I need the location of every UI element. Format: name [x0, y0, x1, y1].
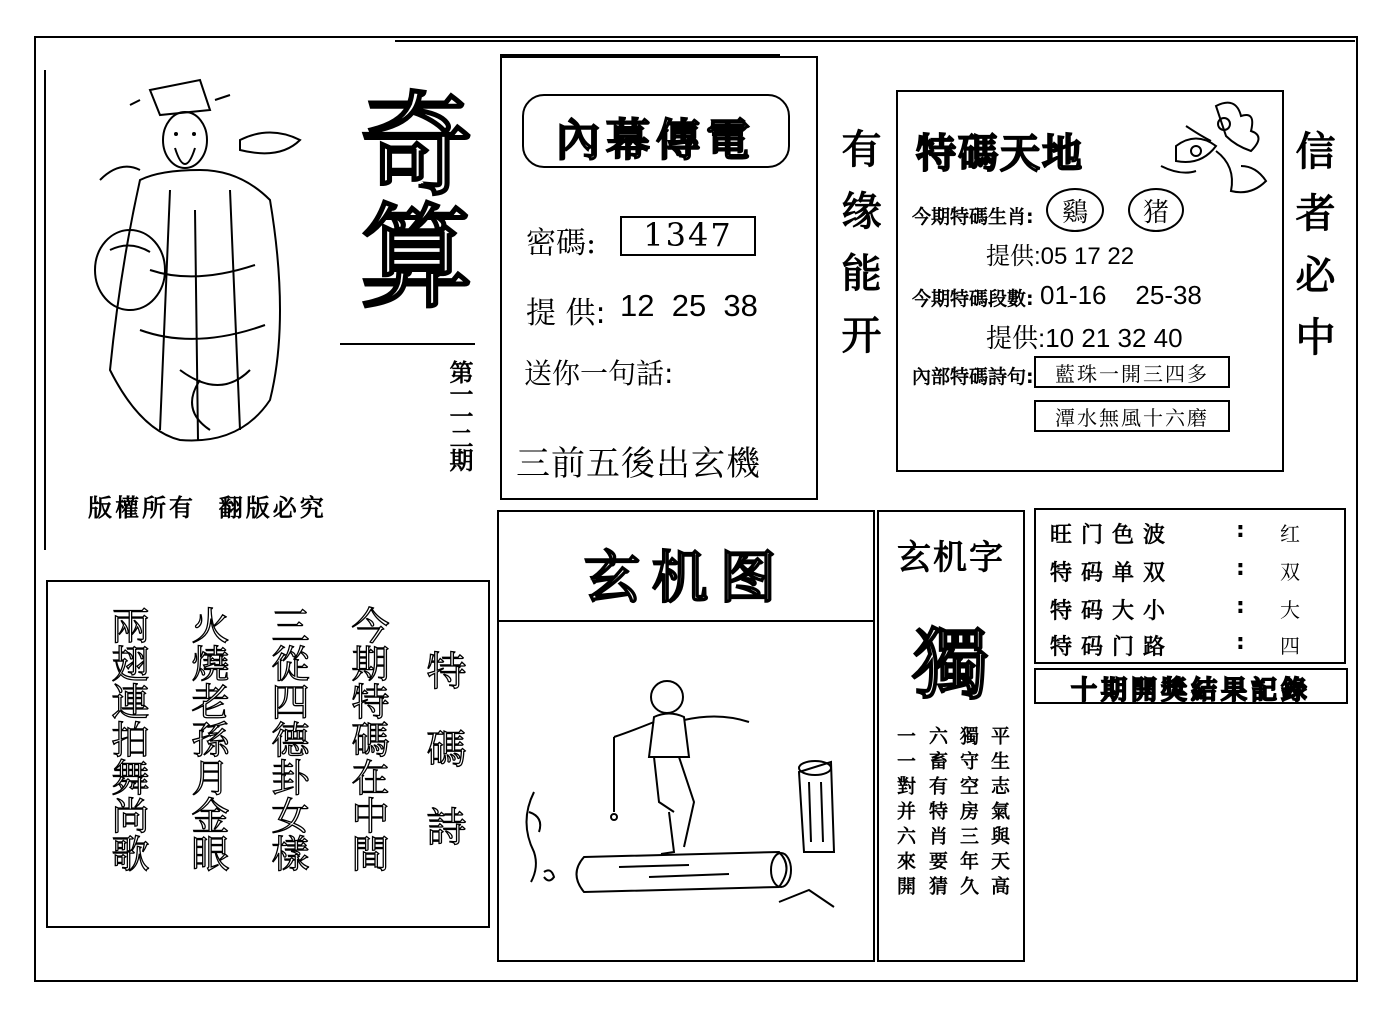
- info-row-colon: :: [1236, 518, 1254, 543]
- mima-label: 密碼:: [526, 226, 597, 261]
- duanshu-label: 今期特碼段數:: [912, 288, 1034, 310]
- info-row-daxiao: [1050, 594, 1320, 625]
- info-row-label: 旺门色波: [1050, 523, 1175, 548]
- info-row-label: 特码单双: [1050, 561, 1175, 586]
- info-row-colon: :: [1236, 630, 1254, 655]
- shengxiao-oval-2: [1128, 188, 1184, 232]
- poem-title: 特碼詩: [420, 650, 466, 884]
- neimu-top-ext: [500, 54, 780, 56]
- shiju-label: 內部特碼詩句:: [912, 366, 1034, 388]
- info-row-label: 特码大小: [1050, 599, 1175, 624]
- info-row-label: 特码门路: [1050, 635, 1175, 660]
- shengxiao-provide: 提供:05 17 22: [986, 243, 1135, 270]
- shiju-1: 藍珠一開三四多: [1055, 362, 1209, 386]
- copyright-text: 版權所有 翻版必究: [88, 493, 327, 522]
- boy-on-log-illustration: [509, 662, 859, 952]
- xuanjitu-image-box: [497, 620, 875, 962]
- info-row-value: 红: [1280, 522, 1300, 546]
- title-underline: [340, 343, 475, 345]
- tigong-label: 提 供:: [526, 296, 606, 331]
- mima-value: 1347: [643, 216, 733, 254]
- deity-figure: [80, 70, 320, 460]
- poem-col-3: 火燒老孫月金眼: [185, 606, 229, 872]
- info-row-value: 双: [1280, 560, 1300, 584]
- poem-col-1: 今期特碼在中間: [345, 606, 389, 872]
- poem-col-4: 兩翅連拍舞尚歌: [105, 606, 149, 872]
- flower-ornament: [1156, 96, 1276, 206]
- xuanjizi-col-1: 平生志氣與天高: [988, 726, 1010, 901]
- xuanjizi-title: 玄机字: [897, 538, 1005, 578]
- poem-col-2: 三從四德卦女樣: [265, 606, 309, 872]
- issue-number: 第一一二期: [445, 360, 474, 470]
- info-row-value: 大: [1280, 598, 1300, 622]
- neimu-title: 內幕傳電: [556, 115, 756, 166]
- page-title: 奇算: [342, 86, 473, 310]
- xuanjizi-col-4: 一一對并六來開: [894, 726, 916, 901]
- shengxiao-1: 鷄: [1061, 197, 1088, 228]
- tigong-value: 12 25 38: [620, 288, 758, 323]
- info-row-wangmen: [1050, 518, 1320, 549]
- info-row-colon: :: [1236, 556, 1254, 581]
- xuanjitu-title-box: [497, 510, 875, 622]
- xuanjizi-col-3: 六畜有特肖要猜: [926, 726, 948, 901]
- juhua-value: 三前五後出玄機: [516, 444, 761, 484]
- shengxiao-2: 猪: [1142, 197, 1169, 228]
- left-rule: [44, 70, 46, 550]
- shengxiao-label: 今期特碼生肖:: [912, 206, 1034, 228]
- youyuan-text: 有缘能开: [835, 128, 881, 376]
- duanshu-value: 01-16 25-38: [1040, 280, 1202, 310]
- xinzhe-text: 信者必中: [1289, 130, 1335, 378]
- xuanjizi-col-2: 獨守空房三年久: [957, 726, 979, 901]
- info-row-menlu: [1050, 630, 1320, 661]
- juhua-label: 送你一句話:: [524, 357, 674, 390]
- temaditian-box: [896, 90, 1284, 472]
- xuanjizi-char: 獨: [913, 620, 989, 709]
- shengxiao-oval-1: [1046, 188, 1104, 232]
- record-title: 十期開獎結果記錄: [1070, 676, 1311, 706]
- info-row-colon: :: [1236, 594, 1254, 619]
- xuanjitu-title: 玄机图: [584, 546, 788, 611]
- shiju-2: 潭水無風十六磨: [1055, 406, 1209, 430]
- info-row-danshuang: [1050, 556, 1320, 587]
- info-row-value: 四: [1280, 634, 1300, 658]
- top-rule: [395, 40, 1355, 42]
- neimu-box: [500, 56, 818, 500]
- temaditian-title: 特碼天地: [916, 131, 1084, 177]
- duanshu-provide: 提供:10 21 32 40: [986, 323, 1183, 353]
